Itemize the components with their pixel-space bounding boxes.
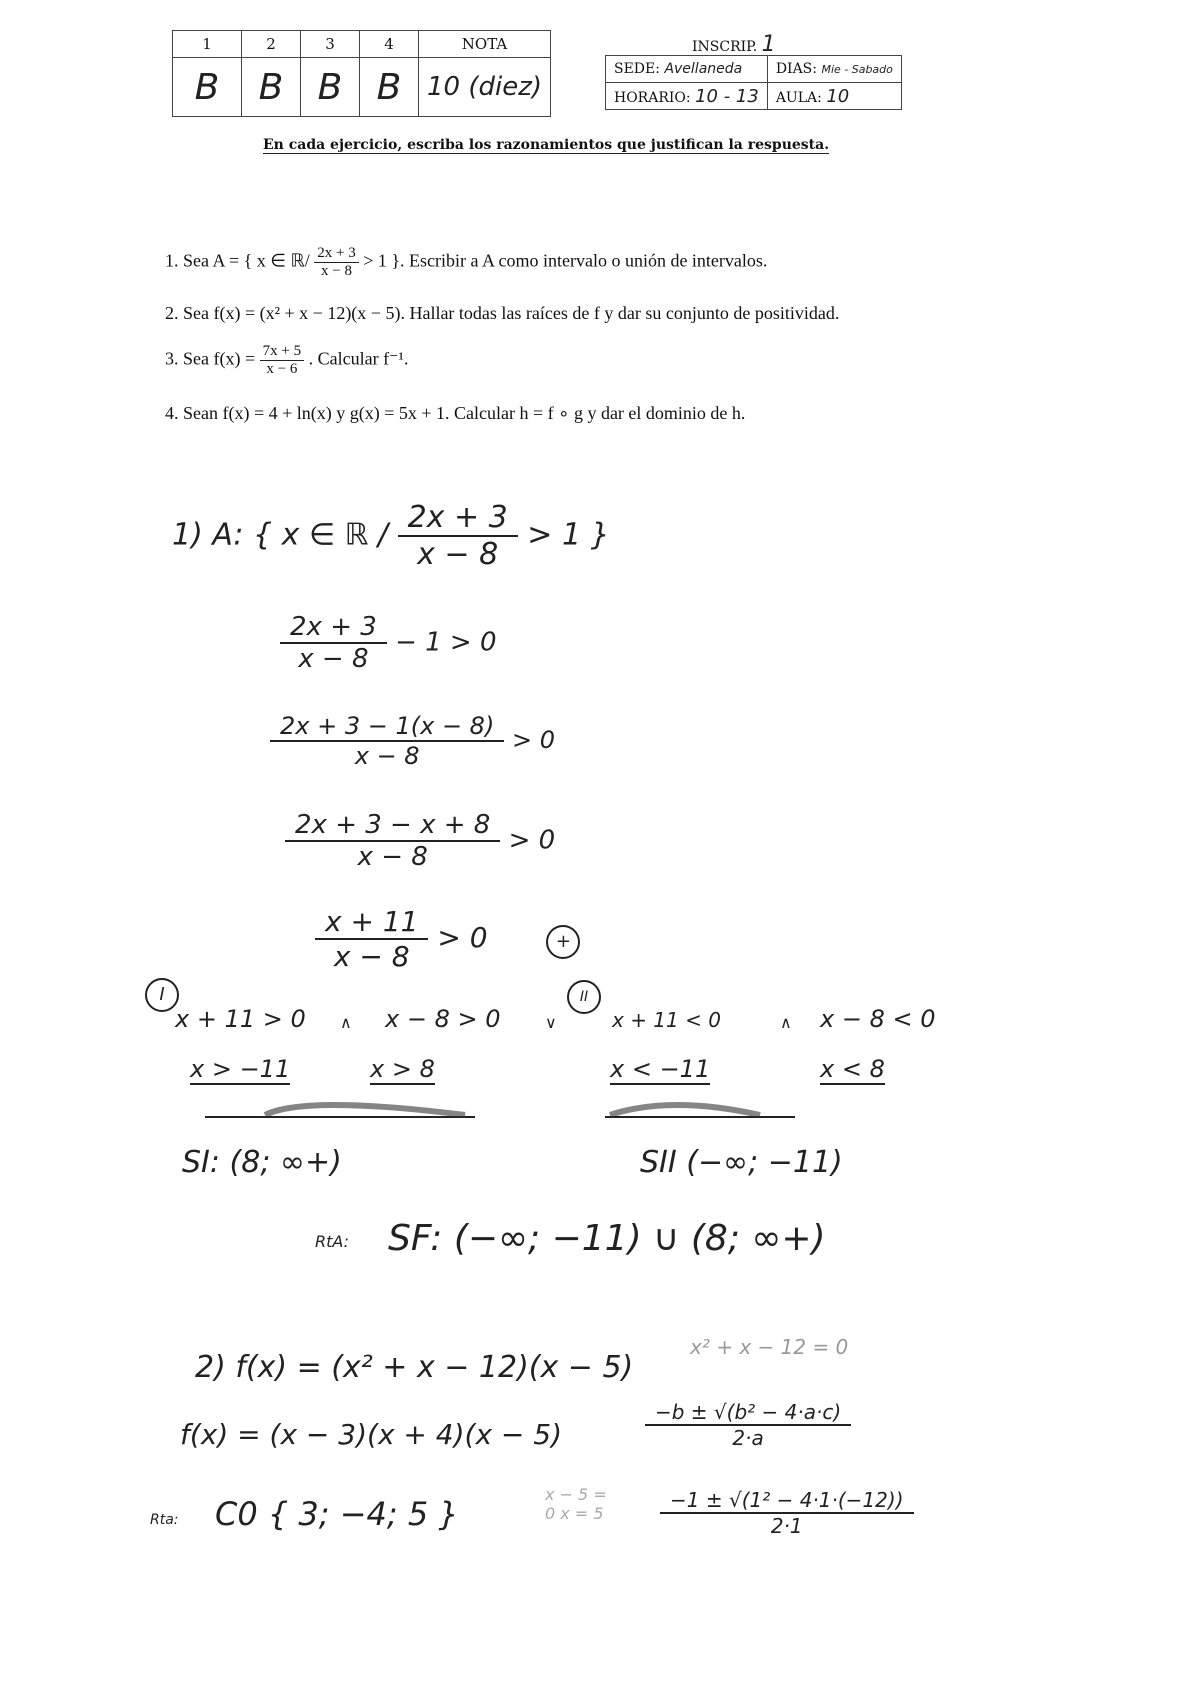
hw-text: > 0 [511, 726, 555, 754]
dias-label: DIAS: [775, 61, 817, 77]
hw-text: x > 8 [370, 1055, 435, 1083]
case-1-marker: I [145, 978, 179, 1012]
answer2-line1: 2) f(x) = (x² + x − 12)(x − 5) [195, 1350, 634, 1385]
aula-value: 10 [826, 85, 850, 107]
answer1-line4 [285, 810, 555, 872]
hw-text: x > −11 [190, 1055, 291, 1083]
answer1-line1 [172, 500, 610, 572]
hw-text: x < −11 [610, 1055, 711, 1083]
hw-text: x + 11 > 0 [175, 1005, 306, 1033]
problem-number: 4. [165, 403, 179, 423]
denominator: 2·1 [770, 1514, 803, 1538]
hw-text: ∧ [780, 1013, 792, 1032]
numerator: x + 11 [315, 905, 428, 940]
solution-2: SII (−∞; −11) [640, 1145, 843, 1180]
answer2-line2: f(x) = (x − 3)(x + 4)(x − 5) [180, 1418, 563, 1451]
denominator: x − 6 [266, 361, 298, 377]
denominator: x − 8 [298, 644, 369, 674]
info-table [605, 55, 902, 110]
hw-text: x − 8 > 0 [385, 1005, 501, 1033]
fraction [270, 712, 504, 770]
quadratic-formula [645, 1400, 851, 1450]
grade-nota: 10 (diez) [419, 58, 551, 117]
rta-label: RtA: [315, 1232, 350, 1251]
grade-col-2: 2 [242, 31, 301, 58]
numerator: 2x + 3 [314, 245, 358, 263]
denominator: 2·a [732, 1426, 764, 1450]
grade-mark-3: B [301, 58, 360, 117]
grade-col-1: 1 [173, 31, 242, 58]
inscription-label: INSCRIP. [692, 39, 758, 55]
inscription [692, 32, 776, 57]
side-equation: x² + x − 12 = 0 [690, 1335, 849, 1359]
denominator: x − 8 [417, 537, 499, 572]
inscription-value: 1 [761, 32, 776, 57]
grade-col-3: 3 [301, 31, 360, 58]
numerator: −b ± √(b² − 4·a·c) [645, 1400, 851, 1426]
numerator: 7x + 5 [260, 343, 304, 361]
fraction [285, 810, 500, 872]
hw-text: ∨ [545, 1013, 557, 1032]
denominator: x − 8 [357, 842, 428, 872]
sede-value: Avellaneda [664, 61, 743, 77]
instruction: En cada ejercicio, escriba los razonamientos que justifican la respuesta. [263, 137, 830, 153]
hw-text: 1) A: { x ∈ ℝ / [172, 517, 389, 553]
hw-text: x < 8 [820, 1055, 885, 1083]
plus-sign-circled: + [546, 925, 580, 959]
numerator: 2x + 3 − 1(x − 8) [270, 712, 504, 742]
numerator: 2x + 3 [280, 612, 387, 644]
horario-value: 10 - 13 [695, 85, 759, 107]
rta-label-2: Rta: [150, 1512, 179, 1528]
numerator: 2x + 3 − x + 8 [285, 810, 500, 842]
fraction [398, 500, 518, 572]
problem-text: Sea f(x) = [183, 348, 256, 369]
fraction [315, 905, 428, 973]
numerator: 2x + 3 [398, 500, 518, 537]
hw-text: x + 11 < 0 [612, 1008, 721, 1032]
fraction [660, 1488, 914, 1538]
sede-label: SEDE: [614, 61, 660, 77]
fraction [280, 612, 387, 674]
denominator: x − 8 [354, 742, 420, 770]
hw-text: − 1 > 0 [395, 627, 497, 658]
answer1-line3 [270, 712, 555, 770]
problem-number: 2. [165, 303, 179, 323]
numerator: −1 ± √(1² − 4·1·(−12)) [660, 1488, 914, 1514]
problem-2 [165, 303, 839, 324]
problem-4 [165, 403, 745, 424]
hw-text: x − 8 < 0 [820, 1005, 936, 1033]
problem-text: Sean f(x) = 4 + ln(x) y g(x) = 5x + 1. Calcular h = f ∘ g y dar el dominio de h. [183, 403, 746, 423]
grade-mark-4: B [360, 58, 419, 117]
number-line-sketches [195, 1095, 795, 1145]
quadratic-substitution [660, 1488, 914, 1538]
problem-text: . Calcular f⁻¹. [308, 348, 409, 369]
denominator: x − 8 [320, 263, 352, 279]
final-answer-1: SF: (−∞; −11) ∪ (8; ∞+) [388, 1218, 826, 1259]
grade-mark-1: B [173, 58, 242, 117]
hw-text: ∧ [340, 1013, 352, 1032]
answer1-line2 [280, 612, 497, 674]
problem-3 [165, 343, 408, 378]
horario-label: HORARIO: [614, 89, 691, 106]
case-2-marker: II [567, 980, 601, 1014]
hw-text: > 0 [508, 825, 556, 856]
fraction [260, 343, 304, 378]
aula-label: AULA: [775, 89, 822, 106]
fraction [645, 1400, 851, 1450]
hw-text: > 0 [437, 921, 488, 954]
side-note: x − 5 = 0 x = 5 [545, 1485, 607, 1523]
grade-col-nota: NOTA [419, 31, 551, 58]
problem-text: Sea f(x) = (x² + x − 12)(x − 5). Hallar todas las raíces de f y dar su conjunto de positividad. [183, 303, 840, 323]
grade-mark-2: B [242, 58, 301, 117]
fraction [314, 245, 358, 280]
problem-1 [165, 245, 767, 280]
grade-col-4: 4 [360, 31, 419, 58]
denominator: x − 8 [333, 940, 410, 973]
answer1-line5 [315, 905, 580, 973]
grades-table [172, 30, 551, 117]
problem-text: > 1 }. Escribir a A como intervalo o unión de intervalos. [363, 250, 768, 271]
hw-text: > 1 } [527, 517, 610, 553]
problem-number: 1. [165, 250, 179, 271]
problem-number: 3. [165, 348, 179, 369]
dias-value: Mie - Sabado [821, 63, 893, 76]
roots-answer: C0 { 3; −4; 5 } [215, 1495, 459, 1533]
solution-1: SI: (8; ∞+) [182, 1145, 342, 1180]
problem-text: Sea A = { x ∈ ℝ/ [183, 250, 310, 271]
